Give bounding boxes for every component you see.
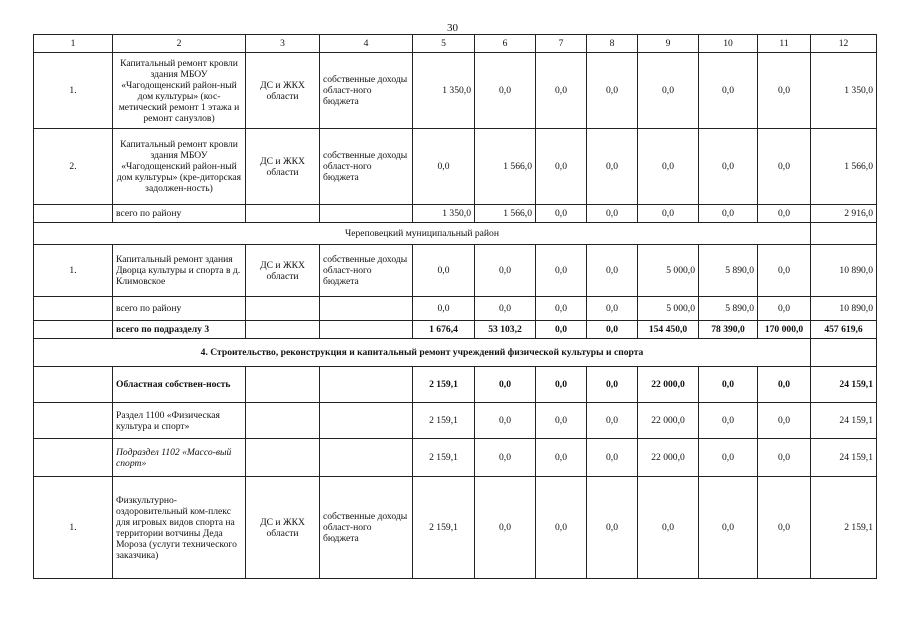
value-cell: 24 159,1 xyxy=(811,439,877,477)
subsection-label: Подраздел 1102 «Массо-вый спорт» xyxy=(113,439,246,477)
value-cell: 1 566,0 xyxy=(811,129,877,205)
project-name: Физкультурно-оздоровительный ком-плекс для игровых видов спорта на территории вотчины Деда Мороза (услуги технического заказчика) xyxy=(113,477,246,579)
value-cell: 0,0 xyxy=(699,205,758,223)
value-cell: 0,0 xyxy=(475,477,536,579)
value-cell: 0,0 xyxy=(536,53,587,129)
value-cell: 0,0 xyxy=(699,53,758,129)
row-number: 1. xyxy=(34,245,113,297)
empty-cell xyxy=(246,403,320,439)
value-cell: 0,0 xyxy=(758,129,811,205)
value-cell: 0,0 xyxy=(699,403,758,439)
empty-cell xyxy=(320,205,413,223)
value-cell: 0,0 xyxy=(536,245,587,297)
value-cell: 24 159,1 xyxy=(811,403,877,439)
value-cell: 2 159,1 xyxy=(413,403,475,439)
value-cell: 10 890,0 xyxy=(811,297,877,321)
value-cell: 0,0 xyxy=(587,129,638,205)
value-cell: 22 000,0 xyxy=(638,439,699,477)
value-cell: 78 390,0 xyxy=(699,321,758,339)
value-cell: 0,0 xyxy=(536,367,587,403)
empty-cell xyxy=(34,297,113,321)
page-number: 30 xyxy=(447,22,458,34)
value-cell: 0,0 xyxy=(475,403,536,439)
value-cell: 0,0 xyxy=(475,53,536,129)
col-header: 1 xyxy=(34,35,113,53)
district-heading: Череповецкий муниципальный район xyxy=(34,223,811,245)
empty-cell xyxy=(246,321,320,339)
funding-source: собственные доходы област-ного бюджета xyxy=(320,53,413,129)
col-header: 9 xyxy=(638,35,699,53)
project-name: Капитальный ремонт здания Дворца культуры и спорта в д. Климовское xyxy=(113,245,246,297)
value-cell: 0,0 xyxy=(536,403,587,439)
table-row xyxy=(34,223,877,245)
empty-cell xyxy=(811,339,877,367)
value-cell: 0,0 xyxy=(699,129,758,205)
value-cell: 0,0 xyxy=(638,129,699,205)
empty-cell xyxy=(34,439,113,477)
executor: ДС и ЖКХ области xyxy=(246,129,320,205)
value-cell: 1 566,0 xyxy=(475,205,536,223)
table-row xyxy=(34,53,877,129)
value-cell: 0,0 xyxy=(758,245,811,297)
col-header: 10 xyxy=(699,35,758,53)
value-cell: 0,0 xyxy=(413,297,475,321)
value-cell: 1 350,0 xyxy=(413,205,475,223)
empty-cell xyxy=(320,297,413,321)
table-row xyxy=(34,439,877,477)
value-cell: 0,0 xyxy=(536,321,587,339)
value-cell: 1 350,0 xyxy=(811,53,877,129)
value-cell: 170 000,0 xyxy=(758,321,811,339)
category-label: Областная собствен-ность xyxy=(113,367,246,403)
value-cell: 0,0 xyxy=(536,297,587,321)
value-cell: 22 000,0 xyxy=(638,367,699,403)
empty-cell xyxy=(320,367,413,403)
value-cell: 2 159,1 xyxy=(413,477,475,579)
value-cell: 154 450,0 xyxy=(638,321,699,339)
value-cell: 0,0 xyxy=(475,297,536,321)
value-cell: 0,0 xyxy=(587,439,638,477)
funding-source: собственные доходы област-ного бюджета xyxy=(320,245,413,297)
empty-cell xyxy=(34,403,113,439)
value-cell: 24 159,1 xyxy=(811,367,877,403)
empty-cell xyxy=(320,321,413,339)
value-cell: 0,0 xyxy=(587,53,638,129)
col-header: 7 xyxy=(536,35,587,53)
col-header: 3 xyxy=(246,35,320,53)
col-header: 11 xyxy=(758,35,811,53)
value-cell: 0,0 xyxy=(587,245,638,297)
table-row xyxy=(34,129,877,205)
value-cell: 0,0 xyxy=(536,477,587,579)
value-cell: 0,0 xyxy=(475,245,536,297)
project-name: Капитальный ремонт кровли здания МБОУ «Чагодощенский район-ный дом культуры» (кре-диторская задолжен-ность) xyxy=(113,129,246,205)
value-cell: 0,0 xyxy=(536,129,587,205)
value-cell: 0,0 xyxy=(758,367,811,403)
value-cell: 0,0 xyxy=(758,439,811,477)
empty-cell xyxy=(34,367,113,403)
value-cell: 0,0 xyxy=(587,297,638,321)
empty-cell xyxy=(320,403,413,439)
section-heading: 4. Строительство, реконструкция и капитальный ремонт учреждений физической культуры и спорта xyxy=(34,339,811,367)
empty-cell xyxy=(34,321,113,339)
table-row xyxy=(34,477,877,579)
section-label: Раздел 1100 «Физическая культура и спорт» xyxy=(113,403,246,439)
value-cell: 0,0 xyxy=(699,439,758,477)
value-cell: 0,0 xyxy=(413,245,475,297)
table-row xyxy=(34,339,877,367)
value-cell: 0,0 xyxy=(638,53,699,129)
value-cell: 53 103,2 xyxy=(475,321,536,339)
value-cell: 0,0 xyxy=(587,321,638,339)
value-cell: 0,0 xyxy=(758,205,811,223)
row-number: 2. xyxy=(34,129,113,205)
empty-cell xyxy=(320,439,413,477)
empty-cell xyxy=(811,223,877,245)
total-label: всего по району xyxy=(113,205,246,223)
value-cell: 0,0 xyxy=(587,477,638,579)
value-cell: 0,0 xyxy=(699,367,758,403)
table-row xyxy=(34,297,877,321)
col-header: 2 xyxy=(113,35,246,53)
value-cell: 0,0 xyxy=(638,477,699,579)
value-cell: 22 000,0 xyxy=(638,403,699,439)
col-header: 6 xyxy=(475,35,536,53)
total-label: всего по району xyxy=(113,297,246,321)
col-header: 5 xyxy=(413,35,475,53)
executor: ДС и ЖКХ области xyxy=(246,477,320,579)
value-cell: 10 890,0 xyxy=(811,245,877,297)
value-cell: 457 619,6 xyxy=(811,321,877,339)
value-cell: 0,0 xyxy=(587,367,638,403)
value-cell: 0,0 xyxy=(475,439,536,477)
col-header: 4 xyxy=(320,35,413,53)
value-cell: 2 159,1 xyxy=(413,439,475,477)
empty-cell xyxy=(246,367,320,403)
value-cell: 2 916,0 xyxy=(811,205,877,223)
value-cell: 1 350,0 xyxy=(413,53,475,129)
funding-source: собственные доходы област-ного бюджета xyxy=(320,129,413,205)
value-cell: 0,0 xyxy=(758,297,811,321)
value-cell: 5 890,0 xyxy=(699,297,758,321)
executor: ДС и ЖКХ области xyxy=(246,53,320,129)
row-number: 1. xyxy=(34,477,113,579)
col-header: 12 xyxy=(811,35,877,53)
value-cell: 5 890,0 xyxy=(699,245,758,297)
table-row xyxy=(34,321,877,339)
value-cell: 0,0 xyxy=(758,403,811,439)
header-row xyxy=(34,35,877,53)
empty-cell xyxy=(246,205,320,223)
value-cell: 0,0 xyxy=(587,403,638,439)
table-row xyxy=(34,205,877,223)
project-name: Капитальный ремонт кровли здания МБОУ «Чагодощенский район-ный дом культуры» (кос-метический ремонт 1 этажа и ремонт санузлов) xyxy=(113,53,246,129)
empty-cell xyxy=(34,205,113,223)
empty-cell xyxy=(246,297,320,321)
value-cell: 2 159,1 xyxy=(413,367,475,403)
table-row xyxy=(34,245,877,297)
budget-table xyxy=(33,34,877,579)
value-cell: 0,0 xyxy=(536,439,587,477)
value-cell: 1 566,0 xyxy=(475,129,536,205)
value-cell: 0,0 xyxy=(638,205,699,223)
value-cell: 5 000,0 xyxy=(638,245,699,297)
value-cell: 0,0 xyxy=(758,53,811,129)
table-row xyxy=(34,403,877,439)
executor: ДС и ЖКХ области xyxy=(246,245,320,297)
value-cell: 0,0 xyxy=(758,477,811,579)
col-header: 8 xyxy=(587,35,638,53)
row-number: 1. xyxy=(34,53,113,129)
value-cell: 0,0 xyxy=(475,367,536,403)
value-cell: 2 159,1 xyxy=(811,477,877,579)
value-cell: 5 000,0 xyxy=(638,297,699,321)
value-cell: 0,0 xyxy=(587,205,638,223)
subtotal-label: всего по подразделу 3 xyxy=(113,321,246,339)
funding-source: собственные доходы област-ного бюджета xyxy=(320,477,413,579)
value-cell: 0,0 xyxy=(536,205,587,223)
value-cell: 0,0 xyxy=(699,477,758,579)
value-cell: 0,0 xyxy=(413,129,475,205)
table-row xyxy=(34,367,877,403)
empty-cell xyxy=(246,439,320,477)
value-cell: 1 676,4 xyxy=(413,321,475,339)
